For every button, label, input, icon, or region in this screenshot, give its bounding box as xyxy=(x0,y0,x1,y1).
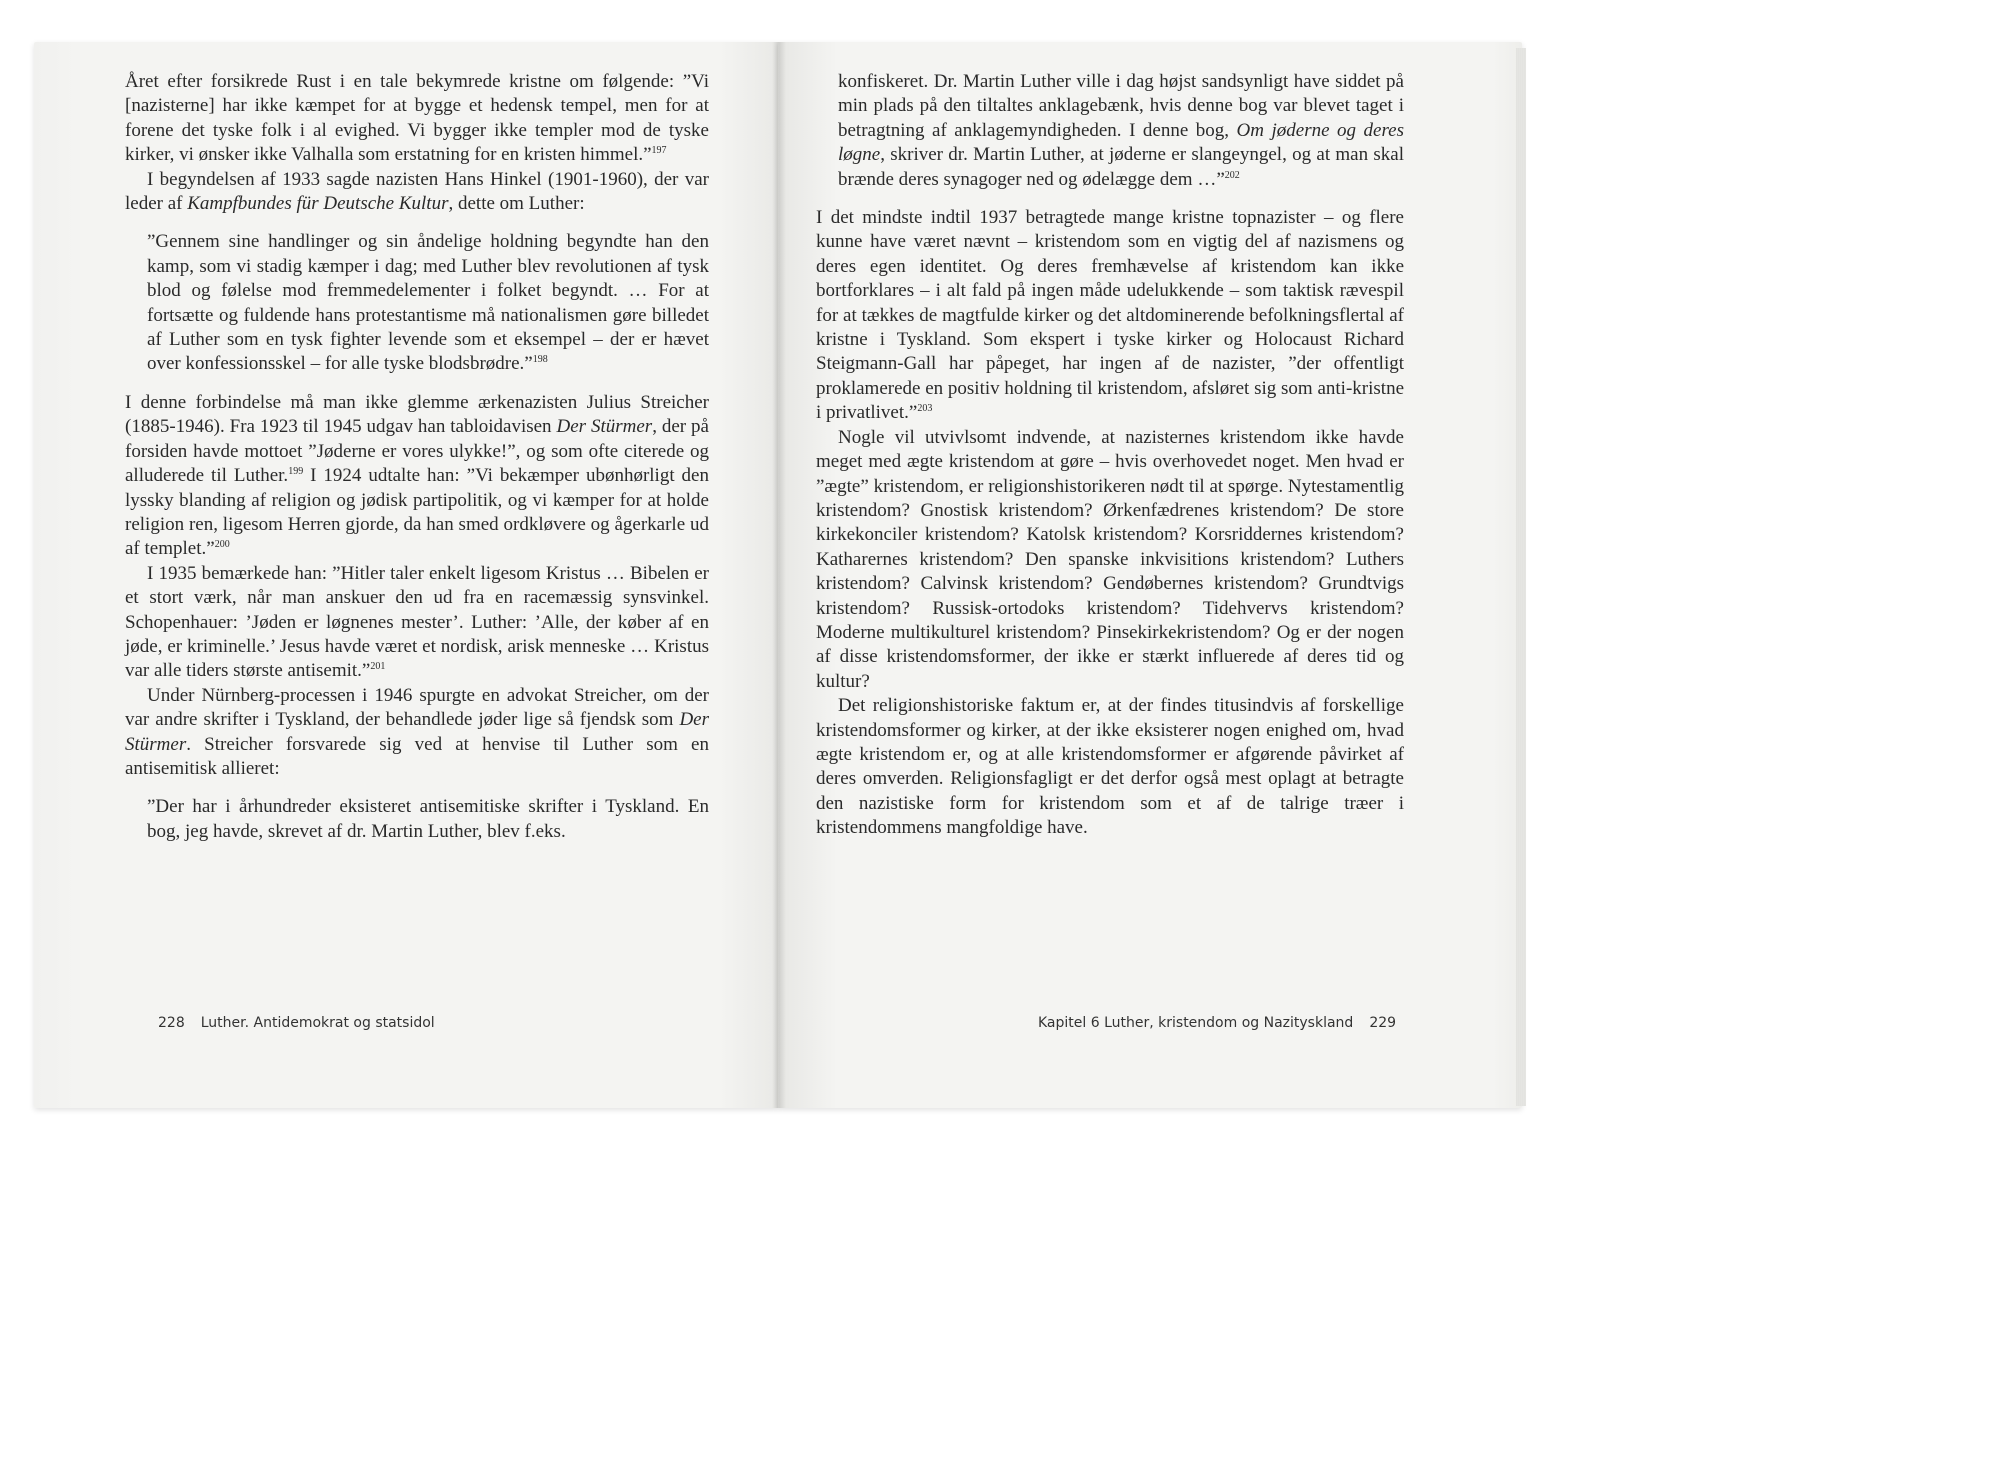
paragraph: I denne forbindelse må man ikke glemme ærkenazisten Julius Streicher (1885-1946). Fra 1923 til 1945 udgav han tabloidavisen Der Stürmer, der på forsiden havde mottoet ”Jøderne er vores ulykke!”, og som ofte citerede og alluderede til Luther.$^{199}$ I 1924 udtalte han: ”Vi bekæmper ubønhørligt den lyssky blanding af religion og jødisk partipolitik, og vi kæmper for at holde religion ren, ligesom Herren gjorde, da han smed ordkløvere og ågerkarle ud af templet.”$^{200}$ xyxy=(125,391,709,560)
left-page-body xyxy=(125,70,709,844)
footnote-ref: 202 xyxy=(1224,169,1240,181)
paragraph: Nogle vil utvivlsomt indvende, at nazisternes kristendom ikke havde meget med ægte kristendom at gøre – hvis overhovedet noget. Men hvad er ”ægte” kristendom, er religionshistorikeren nødt til at spørge. Nytestamentlig kristendom? Gnostisk kristendom? Ørkenfædrenes kristendom? De store kirkekonciler kristendom? Katolsk kristendom? Korsriddernes kristendom? Katharernes kristendom? Den spanske inkvisitions kristendom? Luthers kristendom? Calvinsk kristendom? Gendøbernes kristendom? Grundtvigs kristendom? Russisk-ortodoks kristendom? Tidehvervs kristendom? Moderne multikulturel kristendom? Pinsekirkekristendom? Og er der nogen af disse kristendomsformer, der ikke er stærkt influerede af deres tid og kultur? xyxy=(816,426,1404,692)
paragraph: Under Nürnberg-processen i 1946 spurgte en advokat Streicher, om der var andre skrifter i Tyskland, der behandlede jøder lige så fjendsk som Der Stürmer. Streicher forsvarede sig ved at henvise til Luther som en antisemitisk allieret: xyxy=(125,684,709,779)
footnote-ref: 201 xyxy=(370,661,386,673)
running-head: Luther. Antidemokrat og statsidol xyxy=(200,1015,435,1031)
block-quote: konfiskeret. Dr. Martin Luther ville i dag højst sandsynligt have siddet på min plads på den tiltaltes anklagebænk, hvis denne bog var blevet taget i betragtning af anklagemyndigheden. I denne bog, Om jøderne og deres løgne, skriver dr. Martin Luther, at jøderne er slangeyngel, og at man skal brænde deres synagoger ned og ødelægge dem …”$^{202}$ xyxy=(838,71,1404,190)
paragraph: Året efter forsikrede Rust i en tale bekymrede kristne om følgende: ”Vi [nazisterne] har ikke kæmpet for at bygge et hedensk tempel, men for at forene det tyske folk i al evighed. Vi bygger ikke templer mod de tyske kirker, vi ønsker ikke Valhalla som erstatning for en kristen himmel.”$^{197}$ xyxy=(125,71,709,166)
paragraph: I det mindste indtil 1937 betragtede mange kristne topnazister – og flere kunne have været nævnt – kristendom som en vigtig del af nazismens og deres egen identitet. Og deres fremhævelse af kristendom kan ikke bortforklares – i alt fald på ingen måde udelukkende – som taktisk rævespil for at tækkes de magtfulde kirker og det altdominerende befolkningsflertal af kristne i Tyskland. Som ekspert i tyske kirker og Holocaust Richard Steigmann-Gall har påpeget, har ingen af de nazister, ”der offentligt proklamerede en positiv holdning til kristendom, afsløret sig som anti-kristne i privatlivet.”$^{203}$ xyxy=(816,207,1404,424)
block-quote: ”Der har i århundreder eksisteret antisemitiske skrifter i Tyskland. En bog, jeg havde, skrevet af dr. Martin Luther, blev f.eks. xyxy=(147,796,709,842)
paragraph: I begyndelsen af 1933 sagde nazisten Hans Hinkel (1901-1960), der var leder af Kampfbundes für Deutsche Kultur, dette om Luther: xyxy=(125,168,709,215)
paragraph: Det religionshistoriske faktum er, at der findes titusindvis af forskellige kristendomsformer og kirker, at der ikke eksisterer nogen enighed om, hvad ægte kristendom er, og at alle kristendomsformer er afgørende påvirket af deres omverden. Religionsfagligt er det derfor også mest oplagt at betragte den nazistiske form for kristendom som et af de talrige træer i kristendommens mangfoldige have. xyxy=(816,695,1404,839)
book-gutter xyxy=(772,42,786,1108)
footnote-ref: 199 xyxy=(288,466,304,478)
paragraph: I 1935 bemærkede han: ”Hitler taler enkelt ligesom Kristus … Bibelen er et stort værk, når man anskuer den ud fra en racemæssig synsvinkel. Schopenhauer: ’Jøden er løgnenes mester’. Luther: ’Alle, der køber af en jøde, er kriminelle.’ Jesus havde været et nordisk, arisk menneske … Kristus var alle tiders største antisemit.”$^{201}$ xyxy=(125,562,709,682)
page-number: 228 xyxy=(158,1015,185,1031)
footnote-ref: 197 xyxy=(651,145,667,157)
page-number: 229 xyxy=(1369,1015,1397,1031)
right-page-body xyxy=(816,70,1404,841)
footnote-ref: 198 xyxy=(532,354,548,366)
footnote-ref: 200 xyxy=(214,539,230,551)
right-page-footer xyxy=(1038,1015,1396,1031)
left-page-footer xyxy=(158,1015,435,1031)
running-head: Kapitel 6 Luther, kristendom og Nazityskland xyxy=(1038,1015,1354,1031)
block-quote: ”Gennem sine handlinger og sin åndelige holdning begyndte han den kamp, som vi stadig kæmper i dag; med Luther blev revolutionen af tysk blod og følelse mod fremmedelementer i folket begyndt. … For at fortsætte og fuldende hans protestantisme må nationalismen gøre billedet af Luther som en tysk fighter levende som et eksempel – der er hævet over konfessionsskel – for alle tyske blodsbrødre.”$^{198}$ xyxy=(147,231,709,375)
page-edges xyxy=(1516,48,1526,1106)
footnote-ref: 203 xyxy=(917,403,933,415)
